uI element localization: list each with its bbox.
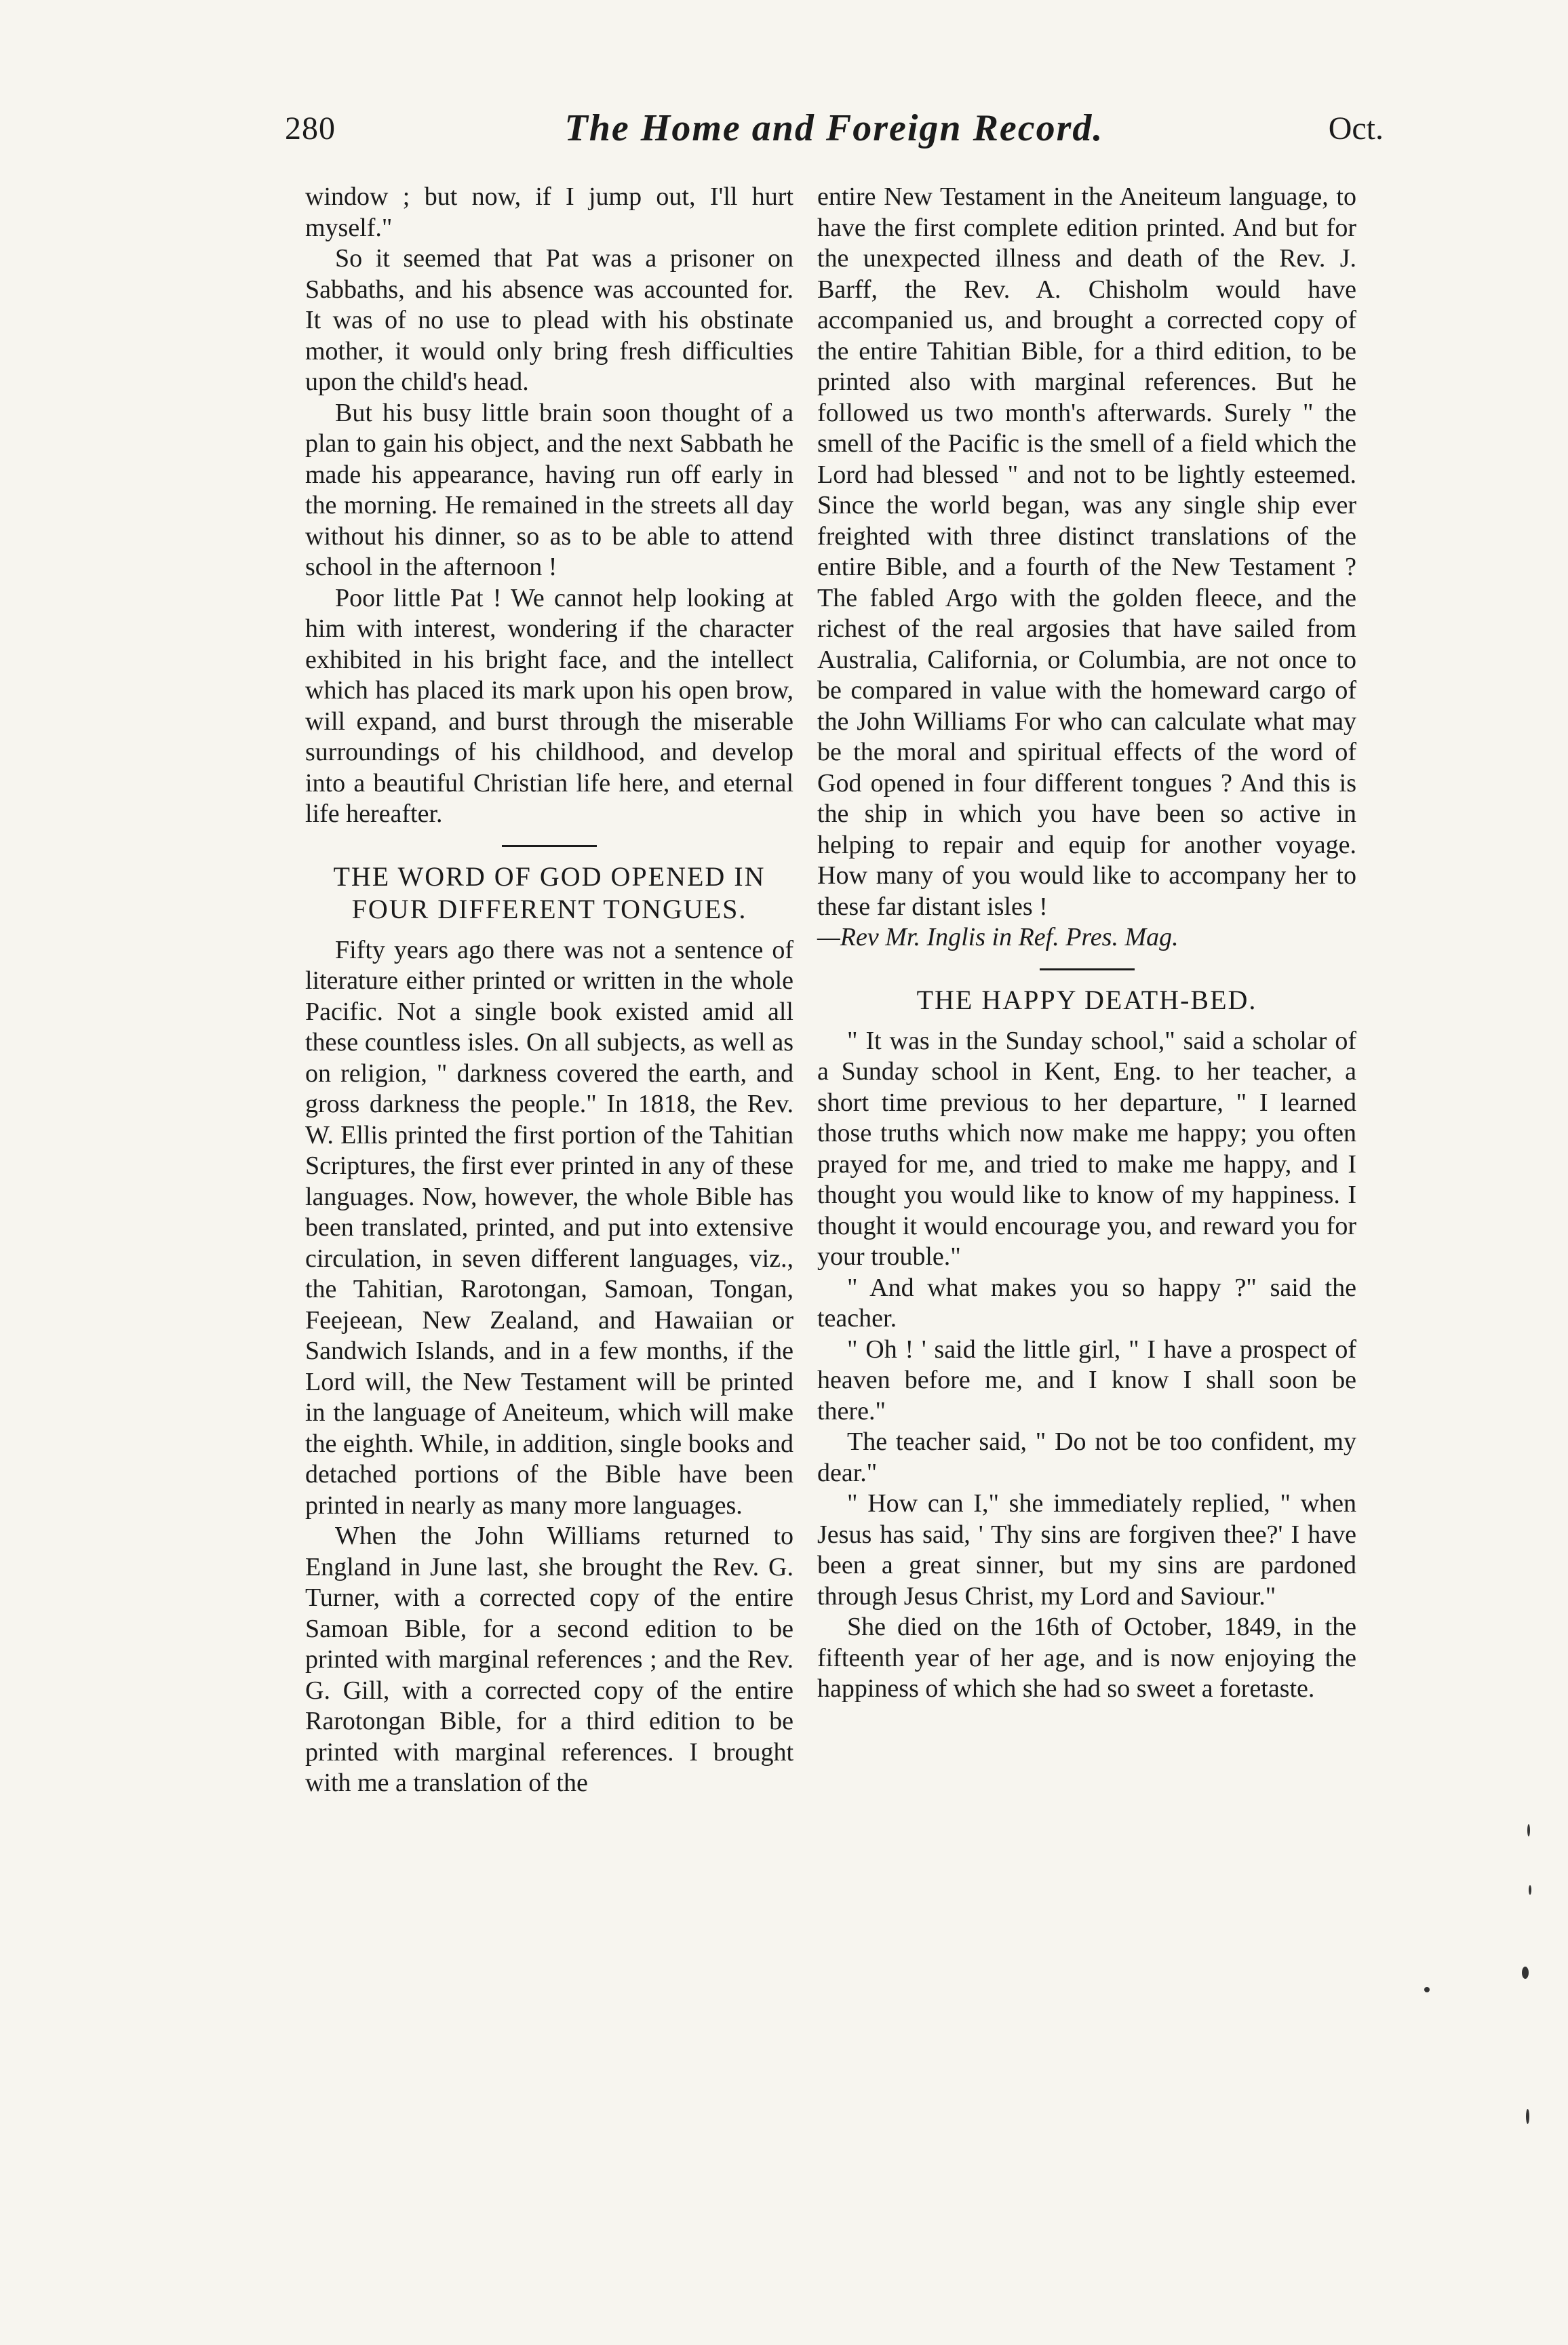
paragraph: Poor little Pat ! We cannot help looking at him with interest, wondering if the character exhibited in his bright face, and the intellect which has placed its mark upon his open brow, will expand, and burst through the miserable surroundings of his childhood, and develop into a beautiful Christian life here, and eternal life hereafter.: [305, 583, 793, 828]
paragraph: But his busy little brain soon thought of a plan to gain his object, and the next Sabbath he made his appearance, having run off early in the morning. He remained in the streets all day without his dinner, so as to be able to attend school in the afternoon !: [305, 398, 793, 581]
paragraph: Fifty years ago there was not a sentence of literature either printed or written in the whole Pacific. Not a single book existed amid all these countless isles. On all subjects, as well as on religion, " darkness covered the earth, and gross darkness the people." In 1818, the Rev. W. Ellis printed the first portion of the Tahitian Scriptures, the first ever printed in any of these languages. Now, however, the whole Bible has been translated, printed, and put into extensive circulation, in seven different languages, viz., the Tahitian, Rarotongan, Samoan, Tongan, Feejeean, New Zealand, and Hawaiian or Sandwich Islands, and in a few months, if the Lord will, the New Testament will be printed in the language of Aneiteum, which will make the eighth. While, in addition, single books and detached portions of the Bible have been printed in nearly as many more languages.: [305, 935, 793, 1520]
article-heading: THE HAPPY DEATH-BED.: [916, 984, 1257, 1015]
speck: [1522, 1967, 1529, 1979]
right-column: [817, 182, 1356, 1705]
heading-line: THE WORD OF GOD OPENED IN: [333, 861, 766, 892]
speck: [1529, 1885, 1531, 1895]
publication-title: The Home and Foreign Record.: [564, 107, 1104, 149]
margin-specks: [1519, 1824, 1540, 2123]
speck: [1424, 1987, 1430, 1992]
paragraph: " Oh ! ' said the little girl, " I have a prospect of heaven before me, and I know I shall soon be there.": [817, 1335, 1356, 1425]
paragraph: She died on the 16th of October, 1849, in the fifteenth year of her age, and is now enjoying the happiness of which she had so sweet a foretaste.: [817, 1613, 1356, 1703]
section-divider: [1040, 968, 1135, 970]
paragraph: The teacher said, " Do not be too confident, my dear.": [817, 1427, 1356, 1487]
article-heading: [305, 861, 793, 926]
page-header: [285, 109, 1384, 163]
paragraph: " It was in the Sunday school," said a scholar of a Sunday school in Kent, Eng. to her teacher, a short time previous to her departure, " I learned those truths which now make me happy; you often prayed for me, and tried to make me happy, and I thought you would like to know of my happiness. I thought it would encourage you, and reward you for your trouble.": [817, 1026, 1356, 1271]
paragraph: When the John Williams returned to England in June last, she brought the Rev. G. Turner, with a corrected copy of the entire Samoan Bible, for a second edition to be printed with marginal references ; and the Rev. G. Gill, with a corrected copy of the entire Rarotongan Bible, for a third edition to be printed with marginal references. I brought with me a translation of the: [305, 1522, 793, 1797]
paragraph: " How can I," she immediately replied, " when Jesus has said, ' Thy sins are forgiven thee?' I have been a great sinner, but my sins are pardoned through Jesus Christ, my Lord and Saviour.": [817, 1489, 1356, 1611]
left-column: [305, 182, 793, 1799]
article-credit: —Rev Mr. Inglis in Ref. Pres. Mag.: [817, 923, 1179, 951]
paragraph: So it seemed that Pat was a prisoner on Sabbaths, and his absence was accounted for. It was of no use to plead with his obstinate mother, it would only bring fresh difficulties upon the child's head.: [305, 244, 793, 396]
paragraph: entire New Testament in the Aneiteum language, to have the first complete edition printed. And but for the unexpected illness and death of the Rev. J. Barff, the Rev. A. Chisholm would have accompanied us, and brought a corrected copy of the entire Tahitian Bible, for a third edition, to be printed also with marginal references. But he followed us two month's afterwards. Surely " the smell of the Pacific is the smell of a field which the Lord had blessed " and not to be lightly esteemed. Since the world began, was any single ship ever freighted with three distinct translations of the entire Bible, and a fourth of the New Testament ? The fabled Argo with the golden fleece, and the richest of the real argosies that have sailed from Australia, California, or Columbia, are not once to be compared in value with the homeward cargo of the John Williams For who can calculate what may be the moral and spiritual effects of the word of God opened in four different tongues ? And this is the ship in which you have been so active in helping to repair and equip for another voyage. How many of you would like to accompany her to these far distant isles !: [817, 182, 1356, 921]
heading-line: FOUR DIFFERENT TONGUES.: [351, 893, 747, 924]
paragraph: window ; but now, if I jump out, I'll hurt myself.": [305, 182, 793, 242]
section-divider: [502, 845, 597, 847]
issue-month: Oct.: [1328, 111, 1384, 146]
speck: [1527, 1824, 1530, 1836]
page-number: 280: [285, 111, 336, 146]
speck: [1526, 2109, 1529, 2124]
paragraph: " And what makes you so happy ?" said the teacher.: [817, 1273, 1356, 1333]
